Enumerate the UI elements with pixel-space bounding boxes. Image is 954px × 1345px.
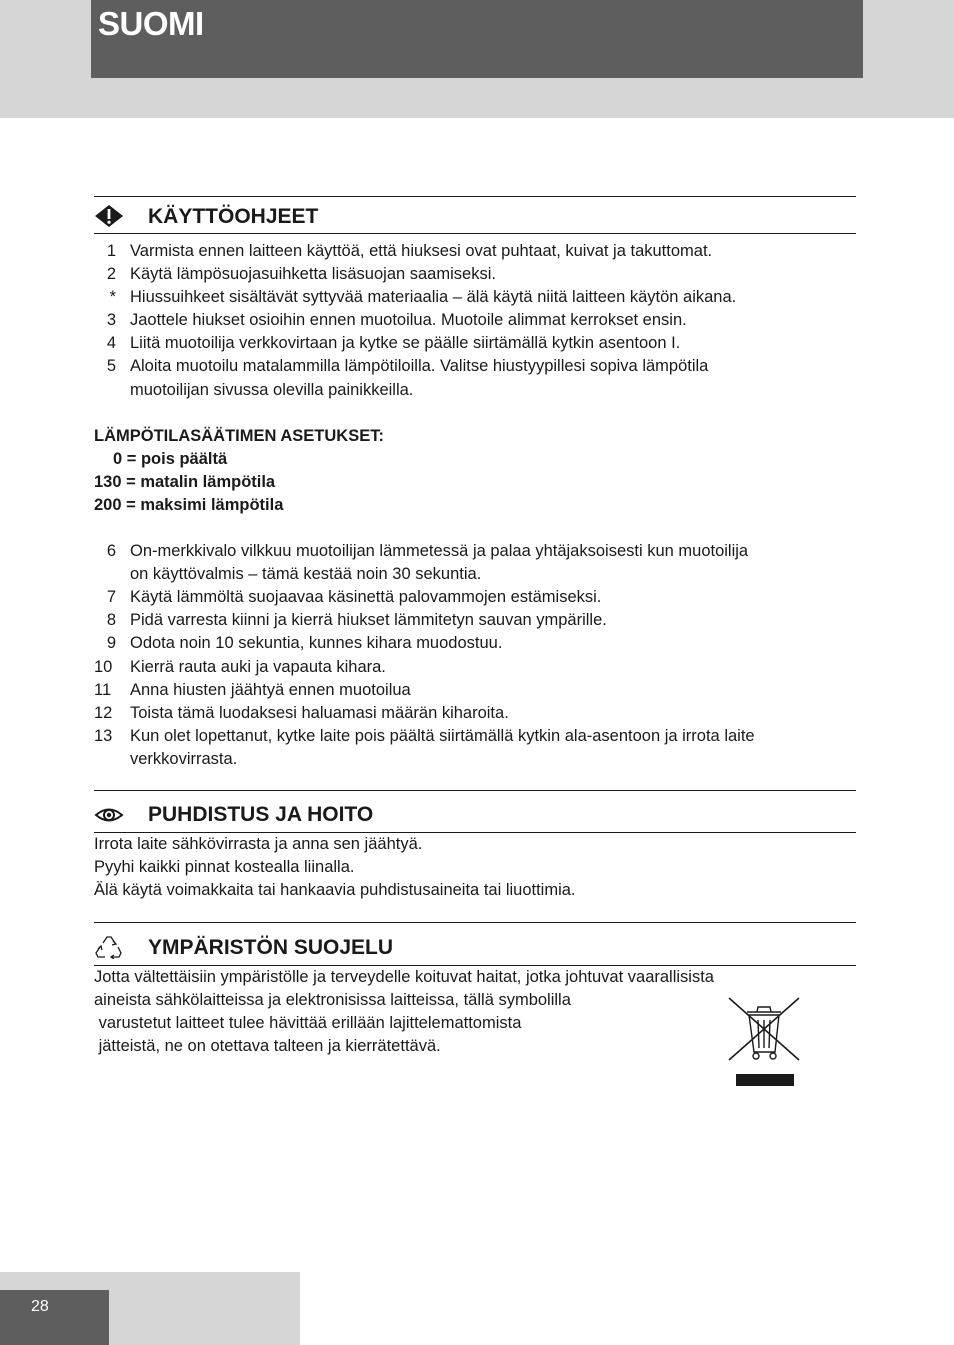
list-item (94, 286, 856, 309)
list-item-number: 4 (106, 334, 116, 353)
list-item-text: Anna hiusten jäähtyä ennen muotoilua (130, 680, 411, 699)
care-heading-bar (94, 790, 856, 833)
environment-heading-bar (94, 922, 856, 966)
list-item-number: 13 (94, 726, 113, 745)
list-item-number: 10 (94, 657, 113, 676)
list-item-text: Käytä lämpösuojasuihketta lisäsuojan saamiseksi. (130, 265, 496, 284)
list-item-text: On-merkkivalo vilkkuu muotoilijan lämmetessä ja palaa yhtäjaksoisesti kun muotoilija (130, 542, 749, 561)
list-item (94, 586, 856, 609)
list-item (94, 656, 856, 679)
list-item-number: 12 (94, 703, 113, 722)
list-item-number: 6 (106, 542, 116, 561)
list-item-number: 3 (106, 311, 116, 330)
list-item-text: Kierrä rauta auki ja vapauta kihara. (130, 657, 386, 676)
list-item (94, 355, 856, 401)
environment-line: Jotta vältettäisiin ympäristölle ja terveydelle koituvat haitat, jotka johtuvat vaarallisista (94, 968, 714, 986)
language-title-bar (91, 0, 863, 78)
care-heading: PUHDISTUS JA HOITO (148, 803, 374, 826)
care-line: Irrota laite sähkövirrasta ja anna sen jäähtyä. (94, 835, 423, 853)
environment-line: jätteistä, ne on otettava talteen ja kierrätettävä. (94, 1037, 441, 1056)
usage-heading-bar (94, 196, 856, 234)
list-item-number: 1 (106, 242, 116, 260)
language-title: SUOMI (98, 5, 204, 42)
list-item-text: Käytä lämmöltä suojaavaa käsinettä palovammojen estämiseksi. (130, 588, 602, 607)
list-item-text: Hiussuihkeet sisältävät syttyvää materiaalia – älä käytä niitä laitteen käytön aikana. (130, 288, 737, 307)
list-item-text: on käyttövalmis – tämä kestää noin 30 sekuntia. (130, 565, 482, 584)
list-item-text: Varmista ennen laitteen käyttöä, että hiuksesi ovat puhtaat, kuivat ja takuttomat. (130, 242, 713, 260)
list-item-text: Kun olet lopettanut, kytke laite pois päältä siirtämällä kytkin ala-asentoon ja irrota laite (130, 726, 755, 745)
list-item-text: Pidä varresta kiinni ja kierrä hiukset lämmitetyn sauvan ympärille. (130, 611, 607, 630)
list-item-text: verkkovirrasta. (130, 749, 238, 768)
recycle-icon (94, 935, 124, 959)
list-item-text: Odota noin 10 sekuntia, kunnes kihara muodostuu. (130, 634, 503, 653)
eye-icon (94, 804, 124, 826)
list-item-number: 7 (106, 588, 116, 607)
list-item (94, 609, 856, 632)
list-item-number: 9 (106, 634, 116, 653)
temperature-heading: LÄMPÖTILASÄÄTIMEN ASETUKSET: (94, 426, 384, 445)
list-item (94, 679, 856, 702)
care-line: Älä käytä voimakkaita tai hankaavia puhdistusaineita tai liuottimia. (94, 881, 576, 900)
temp-setting-130: 130 = matalin lämpötila (94, 472, 276, 491)
list-item-number: * (109, 288, 116, 307)
list-item (94, 540, 856, 586)
list-item (94, 725, 856, 771)
environment-line: aineista sähkölaitteissa ja elektronisissa laitteissa, tällä symbolilla (94, 991, 571, 1010)
temp-setting-200: 200 = maksimi lämpötila (94, 495, 284, 514)
list-item-text: Aloita muotoilu matalammilla lämpötiloilla. Valitse hiustyypillesi sopiva lämpötila (130, 357, 709, 376)
usage-steps-list (94, 240, 856, 402)
page-number-box (0, 1290, 109, 1345)
crossed-out-wheelie-bin-icon (727, 996, 801, 1088)
usage-section (94, 196, 856, 771)
usage-steps-list-continued (94, 540, 856, 771)
list-item (94, 240, 856, 263)
list-item-text: Jaottele hiukset osioihin ennen muotoilua. Muotoile alimmat kerrokset ensin. (130, 311, 687, 330)
list-item (94, 332, 856, 355)
list-item-number: 2 (106, 265, 116, 284)
page-number: 28 (31, 1298, 49, 1315)
environment-heading: YMPÄRISTÖN SUOJELU (148, 936, 394, 959)
list-item-text: Liitä muotoilija verkkovirtaan ja kytke se päälle siirtämällä kytkin asentoon I. (130, 334, 681, 353)
list-item-number: 11 (94, 680, 112, 699)
usage-heading: KÄYTTÖOHJEET (148, 205, 319, 228)
list-item (94, 702, 856, 725)
care-line: Pyyhi kaikki pinnat kostealla liinalla. (94, 858, 355, 877)
temp-setting-0: 0 = pois päältä (113, 449, 228, 468)
environment-line: varustetut laitteet tulee hävittää erillään lajittelemattomista (94, 1014, 522, 1033)
list-item (94, 309, 856, 332)
care-section (94, 790, 856, 902)
list-item-text: muotoilijan sivussa olevilla painikkeilla. (130, 380, 414, 399)
list-item-number: 8 (106, 611, 116, 630)
list-item (94, 632, 856, 655)
list-item (94, 263, 856, 286)
care-text (94, 833, 856, 902)
list-item-text: Toista tämä luodaksesi haluamasi määrän kiharoita. (130, 703, 509, 722)
list-item-number: 5 (106, 357, 116, 376)
warning-diamond-icon (94, 205, 124, 227)
temperature-settings (94, 425, 856, 517)
